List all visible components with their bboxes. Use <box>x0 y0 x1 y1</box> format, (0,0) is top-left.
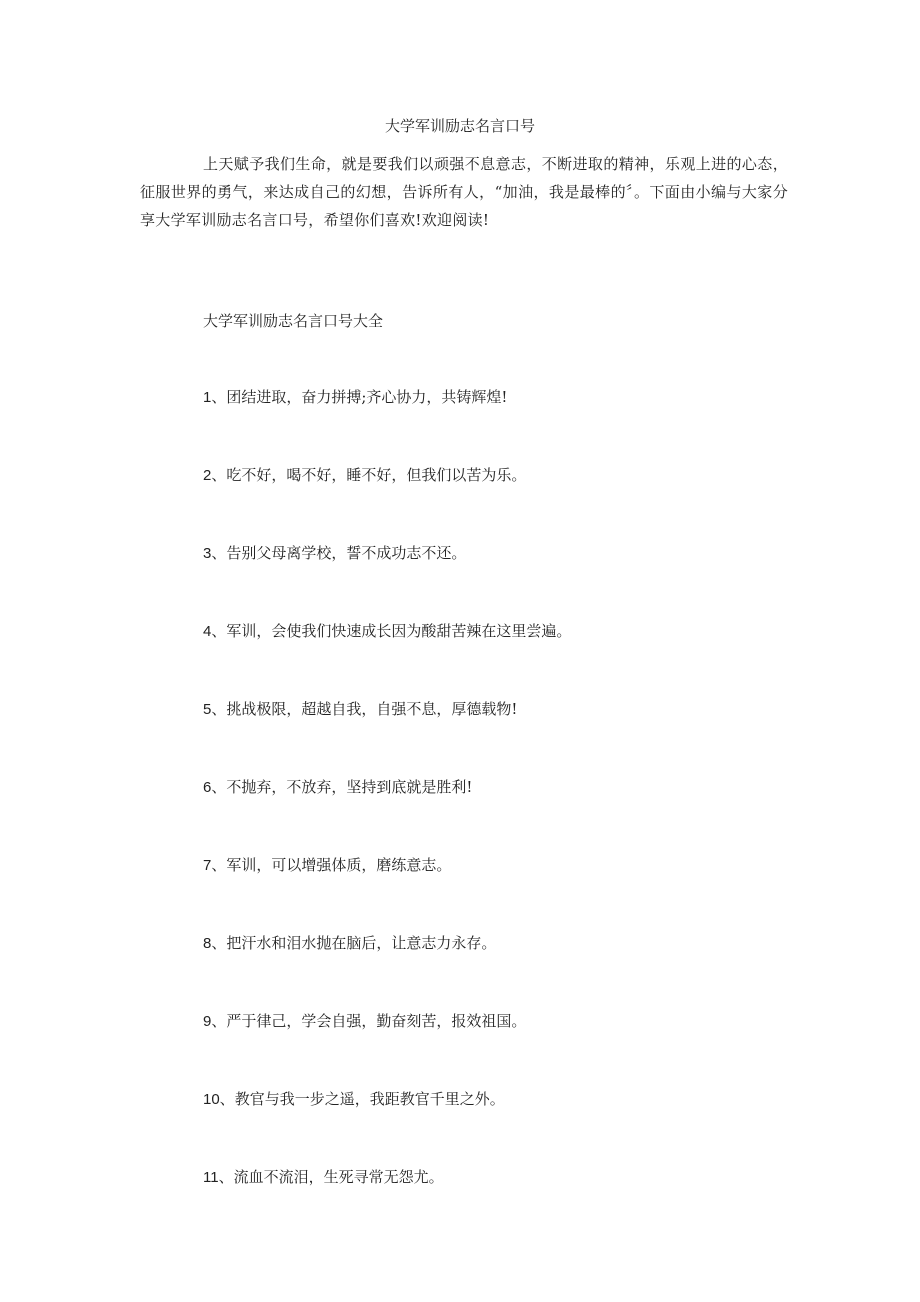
item-number: 4、 <box>203 623 227 640</box>
document-title: 大学军训励志名言口号 <box>384 117 535 135</box>
item-text: 挑战极限，超越自我，自强不息，厚德载物! <box>226 700 518 718</box>
list-item <box>203 698 571 776</box>
item-text: 告别父母离学校，誓不成功志不还。 <box>226 544 467 562</box>
item-text: 严于律己，学会自强，勤奋刻苦，报效祖国。 <box>226 1012 527 1030</box>
item-text: 军训，可以增强体质，磨练意志。 <box>226 856 452 874</box>
list-item <box>203 932 571 1010</box>
item-number: 5、 <box>203 701 227 718</box>
slogan-list <box>203 386 571 1244</box>
item-text: 吃不好，喝不好，睡不好，但我们以苦为乐。 <box>226 466 527 484</box>
item-text: 军训，会使我们快速成长因为酸甜苦辣在这里尝遍。 <box>226 622 572 640</box>
list-item <box>203 1088 571 1166</box>
list-item <box>203 1010 571 1088</box>
item-number: 2、 <box>203 467 227 484</box>
item-number: 1、 <box>203 389 227 406</box>
section-heading: 大学军训励志名言口号大全 <box>203 312 384 330</box>
item-number: 8、 <box>203 935 227 952</box>
item-number: 10、 <box>203 1091 235 1108</box>
item-text: 团结进取，奋力拼搏;齐心协力，共铸辉煌! <box>226 388 508 406</box>
item-number: 7、 <box>203 857 227 874</box>
item-text: 把汗水和泪水抛在脑后，让意志力永存。 <box>226 934 497 952</box>
list-item <box>203 1166 571 1244</box>
list-item <box>203 464 571 542</box>
item-number: 9、 <box>203 1013 227 1030</box>
item-text: 不抛弃，不放弃，坚持到底就是胜利! <box>226 778 473 796</box>
list-item <box>203 854 571 932</box>
list-item <box>203 776 571 854</box>
intro-paragraph: 上天赋予我们生命，就是要我们以顽强不息意志，不断进取的精神，乐观上进的心态，征服世界的勇气，来达成自己的幻想，告诉所有人，“加油，我是最棒的〞。下面由小编与大家分享大学军训励志名言口号，希望你们喜欢!欢迎阅读! <box>140 155 788 229</box>
item-number: 11、 <box>203 1169 234 1186</box>
item-text: 流血不流泪，生死寻常无怨尤。 <box>233 1168 444 1186</box>
list-item <box>203 620 571 698</box>
item-text: 教官与我一步之遥，我距教官千里之外。 <box>234 1090 505 1108</box>
list-item <box>203 542 571 620</box>
item-number: 6、 <box>203 779 227 796</box>
item-number: 3、 <box>203 545 227 562</box>
list-item <box>203 386 571 464</box>
